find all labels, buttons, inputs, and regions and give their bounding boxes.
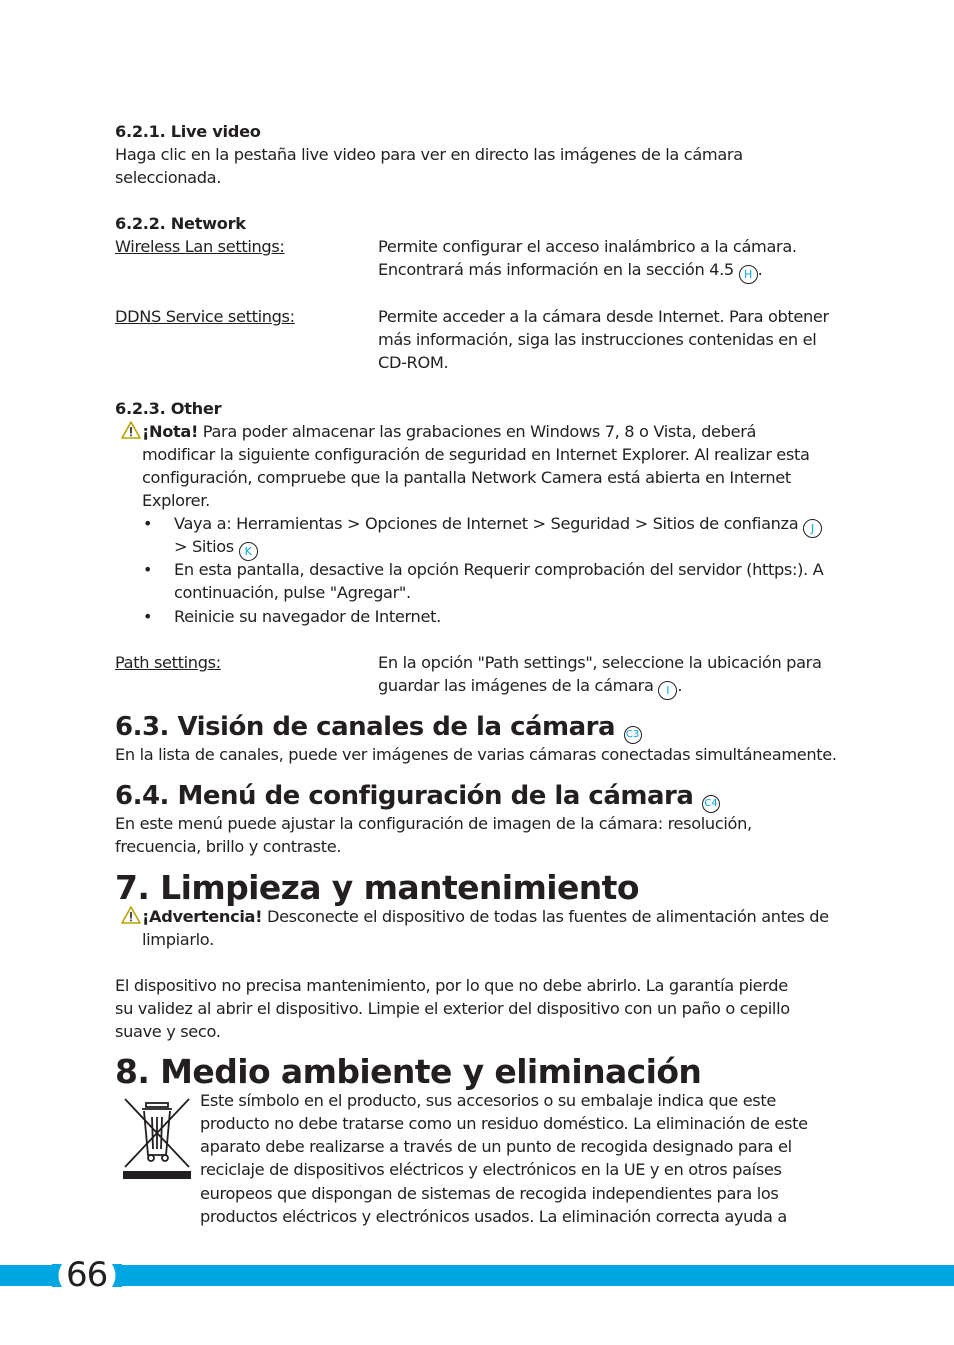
camera-config-text-line-1: En este menú puede ajustar la configuración de imagen de la cámara: resolución, (115, 814, 752, 833)
ddns-text-line-3: CD-ROM. (378, 353, 449, 372)
reference-c4-icon: C4 (702, 795, 720, 813)
path-settings-text: guardar las imágenes de la cámara (378, 676, 654, 695)
weee-crossed-bin-icon (122, 1095, 192, 1181)
maintenance-text-line-1: El dispositivo no precisa mantenimiento, por lo que no debe abrirlo. La garantía pierde (115, 976, 788, 995)
wireless-lan-text-line-1: Permite configurar el acceso inalámbrico a la cámara. (378, 237, 797, 256)
environment-text-line-1: Este símbolo en el producto, sus accesorios o su embalaje indica que este (200, 1091, 776, 1110)
bullet-1-line-1 (174, 512, 822, 538)
period: . (757, 260, 763, 279)
maintenance-text-line-3: suave y seco. (115, 1022, 221, 1041)
warning-line-1 (142, 905, 829, 928)
bullet-1: • (143, 514, 153, 533)
bullet-1-text: Vaya a: Herramientas > Opciones de Internet > Seguridad > Sitios de confianza (174, 514, 799, 533)
path-settings-text-line-2 (378, 674, 682, 700)
ddns-text-line-1: Permite acceder a la cámara desde Internet. Para obtener (378, 307, 829, 326)
reference-k-icon: K (239, 542, 258, 561)
bullet-3: • (143, 607, 153, 626)
footer-bar (0, 1265, 954, 1286)
subsection-heading-live-video: 6.2.1. Live video (115, 122, 261, 141)
environment-text-line-4: reciclaje de dispositivos eléctricos y electrónicos en la UE y en otros países (200, 1160, 782, 1179)
note-label: ¡Nota! (142, 422, 198, 441)
note-line-3: configuración, compruebe que la pantalla Network Camera está abierta en Internet (142, 468, 791, 487)
warning-text: Desconecte el dispositivo de todas las fuentes de alimentación antes de (262, 907, 829, 926)
reference-i-icon: I (658, 681, 677, 700)
live-video-text-line-2: seleccionada. (115, 168, 222, 187)
bullet-2-line-2: continuación, pulse "Agregar". (174, 583, 411, 602)
note-line-2: modificar la siguiente configuración de seguridad en Internet Explorer. Al realizar esta (142, 445, 810, 464)
bullet-3-line-1: Reinicie su navegador de Internet. (174, 607, 441, 626)
subsection-heading-network: 6.2.2. Network (115, 214, 246, 233)
warning-icon (121, 421, 141, 439)
heading-text: 6.4. Menú de configuración de la cámara (115, 781, 694, 811)
wireless-lan-label: Wireless Lan settings: (115, 237, 285, 256)
section-heading-camera-config (115, 780, 720, 813)
ddns-label: DDNS Service settings: (115, 307, 295, 326)
warning-line-2: limpiarlo. (142, 930, 214, 949)
path-settings-label: Path settings: (115, 653, 221, 672)
chapter-heading-cleaning: 7. Limpieza y mantenimiento (115, 868, 639, 907)
reference-h-icon: H (739, 265, 758, 284)
bracket-left-icon (52, 1264, 62, 1287)
bullet-2: • (143, 560, 153, 579)
period: . (677, 676, 683, 695)
wireless-lan-text: Encontrará más información en la sección 4.5 (378, 260, 734, 279)
bullet-2-line-1: En esta pantalla, desactive la opción Requerir comprobación del servidor (https:). A (174, 560, 824, 579)
environment-text-line-2: producto no debe tratarse como un residuo doméstico. La eliminación de este (200, 1114, 808, 1133)
wireless-lan-text-line-2 (378, 258, 762, 284)
reference-j-icon: J (803, 519, 822, 538)
bracket-right-icon (112, 1264, 122, 1287)
warning-icon (121, 906, 141, 924)
environment-text-line-6: productos eléctricos y electrónicos usados. La eliminación correcta ayuda a (200, 1207, 787, 1226)
page-number: 66 (66, 1255, 108, 1295)
chapter-heading-environment: 8. Medio ambiente y eliminación (115, 1052, 702, 1091)
section-heading-channel-view (115, 711, 642, 744)
path-settings-text-line-1: En la opción "Path settings", seleccione la ubicación para (378, 653, 822, 672)
note-line-4: Explorer. (142, 491, 210, 510)
note-line-1 (142, 420, 756, 443)
channel-view-text: En la lista de canales, puede ver imágenes de varias cámaras conectadas simultáneamente. (115, 745, 837, 764)
subsection-heading-other: 6.2.3. Other (115, 399, 222, 418)
camera-config-text-line-2: frecuencia, brillo y contraste. (115, 837, 342, 856)
bullet-1-text-2: > Sitios (174, 537, 234, 556)
reference-c3-icon: C3 (624, 726, 642, 744)
warning-label: ¡Advertencia! (142, 907, 263, 926)
live-video-text-line-1: Haga clic en la pestaña live video para ver en directo las imágenes de la cámara (115, 145, 743, 164)
note-text: Para poder almacenar las grabaciones en Windows 7, 8 o Vista, deberá (198, 422, 757, 441)
maintenance-text-line-2: su validez al abrir el dispositivo. Limpie el exterior del dispositivo con un paño o cepillo (115, 999, 790, 1018)
environment-text-line-5: europeos que dispongan de sistemas de recogida independientes para los (200, 1184, 779, 1203)
heading-text: 6.3. Visión de canales de la cámara (115, 712, 616, 742)
ddns-text-line-2: más información, siga las instrucciones contenidas en el (378, 330, 817, 349)
environment-text-line-3: aparato debe realizarse a través de un punto de recogida designado para el (200, 1137, 792, 1156)
